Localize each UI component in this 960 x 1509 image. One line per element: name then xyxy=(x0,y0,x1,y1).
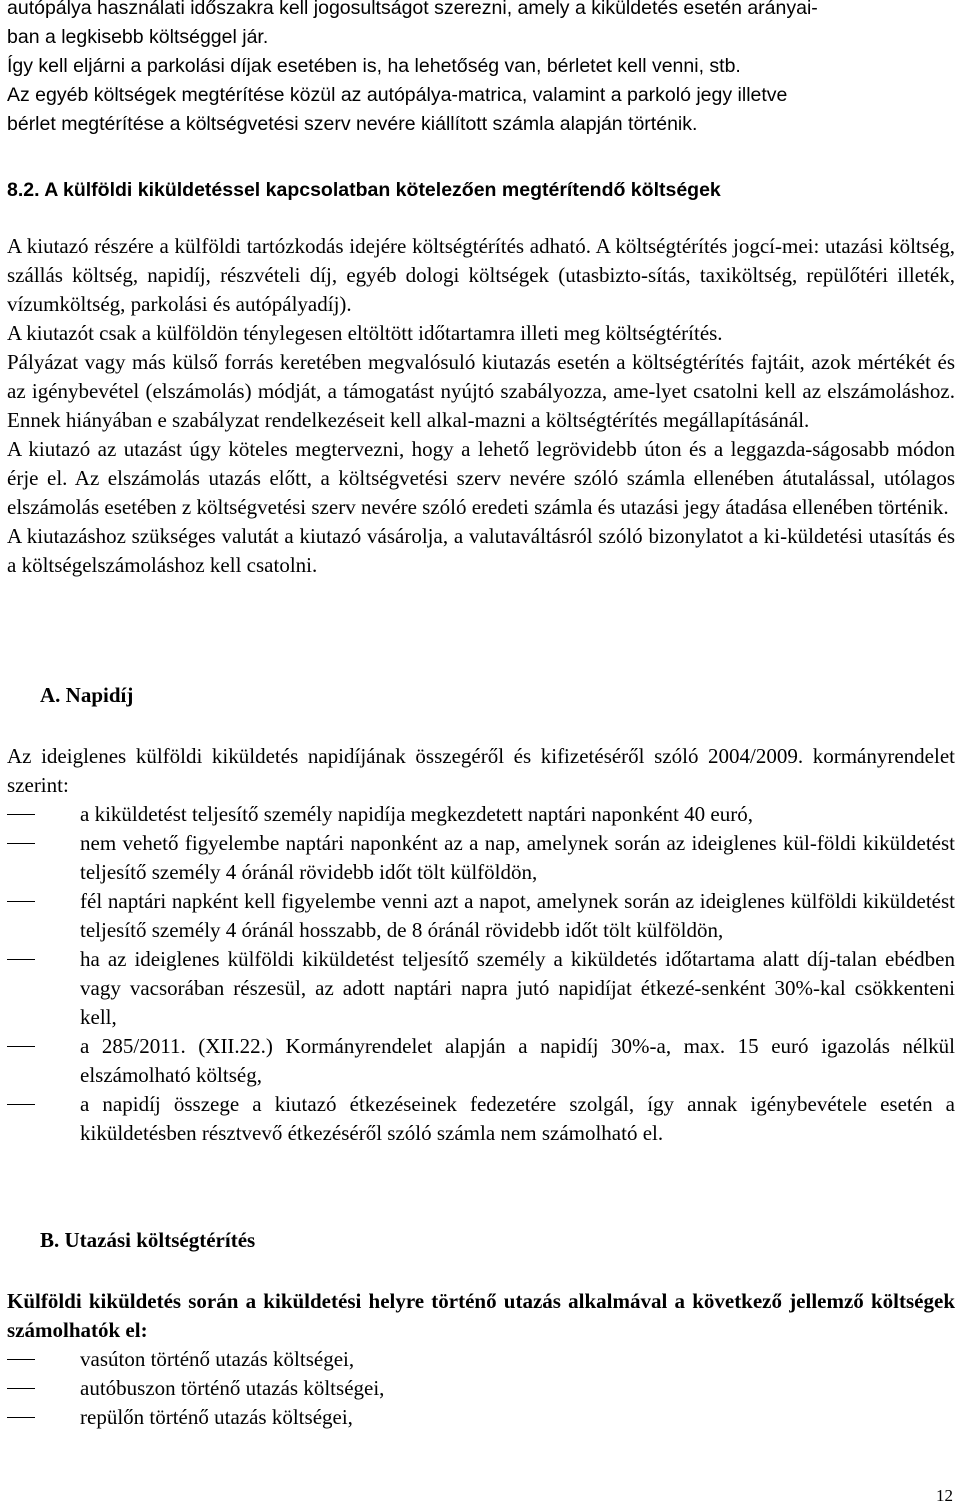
section-a-body xyxy=(7,742,955,1148)
dash-bullet xyxy=(7,959,35,960)
dash-bullet xyxy=(7,814,35,815)
utazas-list xyxy=(7,1345,955,1432)
dash-bullet xyxy=(7,1417,35,1418)
list-item: nem vehető figyelembe naptári naponként az a nap, amelynek során az ideiglenes kül-földi kiküldetést teljesítő személy 4 óránál rövidebb időt tölt külföldön, xyxy=(7,829,955,887)
section-8-2-heading: 8.2. A külföldi kiküldetéssel kapcsolatban kötelezően megtérítendő költségek xyxy=(7,179,721,201)
dash-bullet xyxy=(7,1388,35,1389)
intro-line: ban a legkisebb költséggel jár. xyxy=(7,26,269,48)
page-number: 12 xyxy=(936,1486,953,1505)
dash-bullet xyxy=(7,843,35,844)
list-item: a kiküldetést teljesítő személy napidíja megkezdetett naptári naponként 40 euró, xyxy=(7,800,955,829)
intro-block xyxy=(7,0,955,139)
section-a-intro: Az ideiglenes külföldi kiküldetés napidíjának összegéről és kifizetéséről szóló 2004/2009. kormányrendelet szerint: xyxy=(7,744,955,797)
list-item: a 285/2011. (XII.22.) Kormányrendelet alapján a napidíj 30%-a, max. 15 euró igazolás nélkül elszámolható költség, xyxy=(7,1032,955,1090)
dash-bullet xyxy=(7,1359,35,1360)
list-item: vasúton történő utazás költségei, xyxy=(7,1345,955,1374)
paragraph: A kiutazó részére a külföldi tartózkodás idejére költségtérítés adható. A költségtérítés jogcí-mei: utazási költség, szállás költség, napidíj, részvételi díj, egyéb dologi költségek (utasbizto-sítás, taxiköltség, repülőtéri illeték, vízumköltség, parkolási és autópályadíj). xyxy=(7,234,955,316)
paragraph: A kiutazót csak a külföldön ténylegesen eltöltött időtartamra illeti meg költségtérítés. xyxy=(7,321,723,345)
intro-line: Így kell eljárni a parkolási díjak esetében is, ha lehetőség van, bérletet kell venni, stb. xyxy=(7,55,741,77)
dash-bullet xyxy=(7,901,35,902)
section-b-intro: Külföldi kiküldetés során a kiküldetési helyre történő utazás alkalmával a következő jellemző költségek számolhatók el: xyxy=(7,1289,955,1342)
paragraph: A kiutazáshoz szükséges valutát a kiutazó vásárolja, a valutaváltásról szóló bizonylatot a ki-küldetési utasítás és a költségelszámoláshoz kell csatolni. xyxy=(7,524,955,577)
section-a-heading: A. Napidíj xyxy=(40,683,134,707)
section-b-heading: B. Utazási költségtérítés xyxy=(40,1228,256,1252)
dash-bullet xyxy=(7,1046,35,1047)
list-item: autóbuszon történő utazás költségei, xyxy=(7,1374,955,1403)
section-b-body xyxy=(7,1287,955,1432)
paragraph: Pályázat vagy más külső forrás keretében megvalósuló kiutazás esetén a költségtérítés fajtáit, azok mértékét és az igénybevétel (elszámolás) módját, a támogatást nyújtó szabályozza, ame-lyet csatolni kell az elszámoláshoz. Ennek hiányában e szabályzat rendelkezéseit kell alkal-mazni a költségtérítés megállapításánál. xyxy=(7,350,955,432)
dash-bullet xyxy=(7,1104,35,1105)
list-item: ha az ideiglenes külföldi kiküldetést teljesítő személy a kiküldetés időtartama alatt díj-talan ebédben vagy vacsorában részesül, az adott naptári napra jutó napidíjat étkezé-senként 30%-kal csökkenteni kell, xyxy=(7,945,955,1032)
list-item: repülőn történő utazás költségei, xyxy=(7,1403,955,1432)
intro-line: bérlet megtérítése a költségvetési szerv nevére kiállított számla alapján történik. xyxy=(7,113,698,135)
list-item: fél naptári napként kell figyelembe venni azt a napot, amelynek során az ideiglenes külföldi kiküldetést teljesítő személy 4 óránál hosszabb, de 8 óránál rövidebb időt tölt külföldön, xyxy=(7,887,955,945)
napidij-list xyxy=(7,800,955,1148)
list-item: a napidíj összege a kiutazó étkezéseinek fedezetére szolgál, így annak igénybevétele esetén a kiküldetésben résztvevő étkezéséről szóló számla nem számolható el. xyxy=(7,1090,955,1148)
paragraph: A kiutazó az utazást úgy köteles megtervezni, hogy a lehető legrövidebb úton és a leggazda-ságosabb módon érje el. Az elszámolás utazás előtt, a költségvetési szerv nevére szóló számla ellenében átutalással, utólagos elszámolás esetében z költségvetési szerv nevére szóló eredeti számla és utazási jegy átadása ellenében történik. xyxy=(7,437,955,519)
section-8-2-body xyxy=(7,232,955,580)
intro-line: autópálya használati időszakra kell jogosultságot szerezni, amely a kiküldetés esetén arányai- xyxy=(7,0,818,19)
intro-line: Az egyéb költségek megtérítése közül az autópálya-matrica, valamint a parkoló jegy illetve xyxy=(7,84,788,106)
